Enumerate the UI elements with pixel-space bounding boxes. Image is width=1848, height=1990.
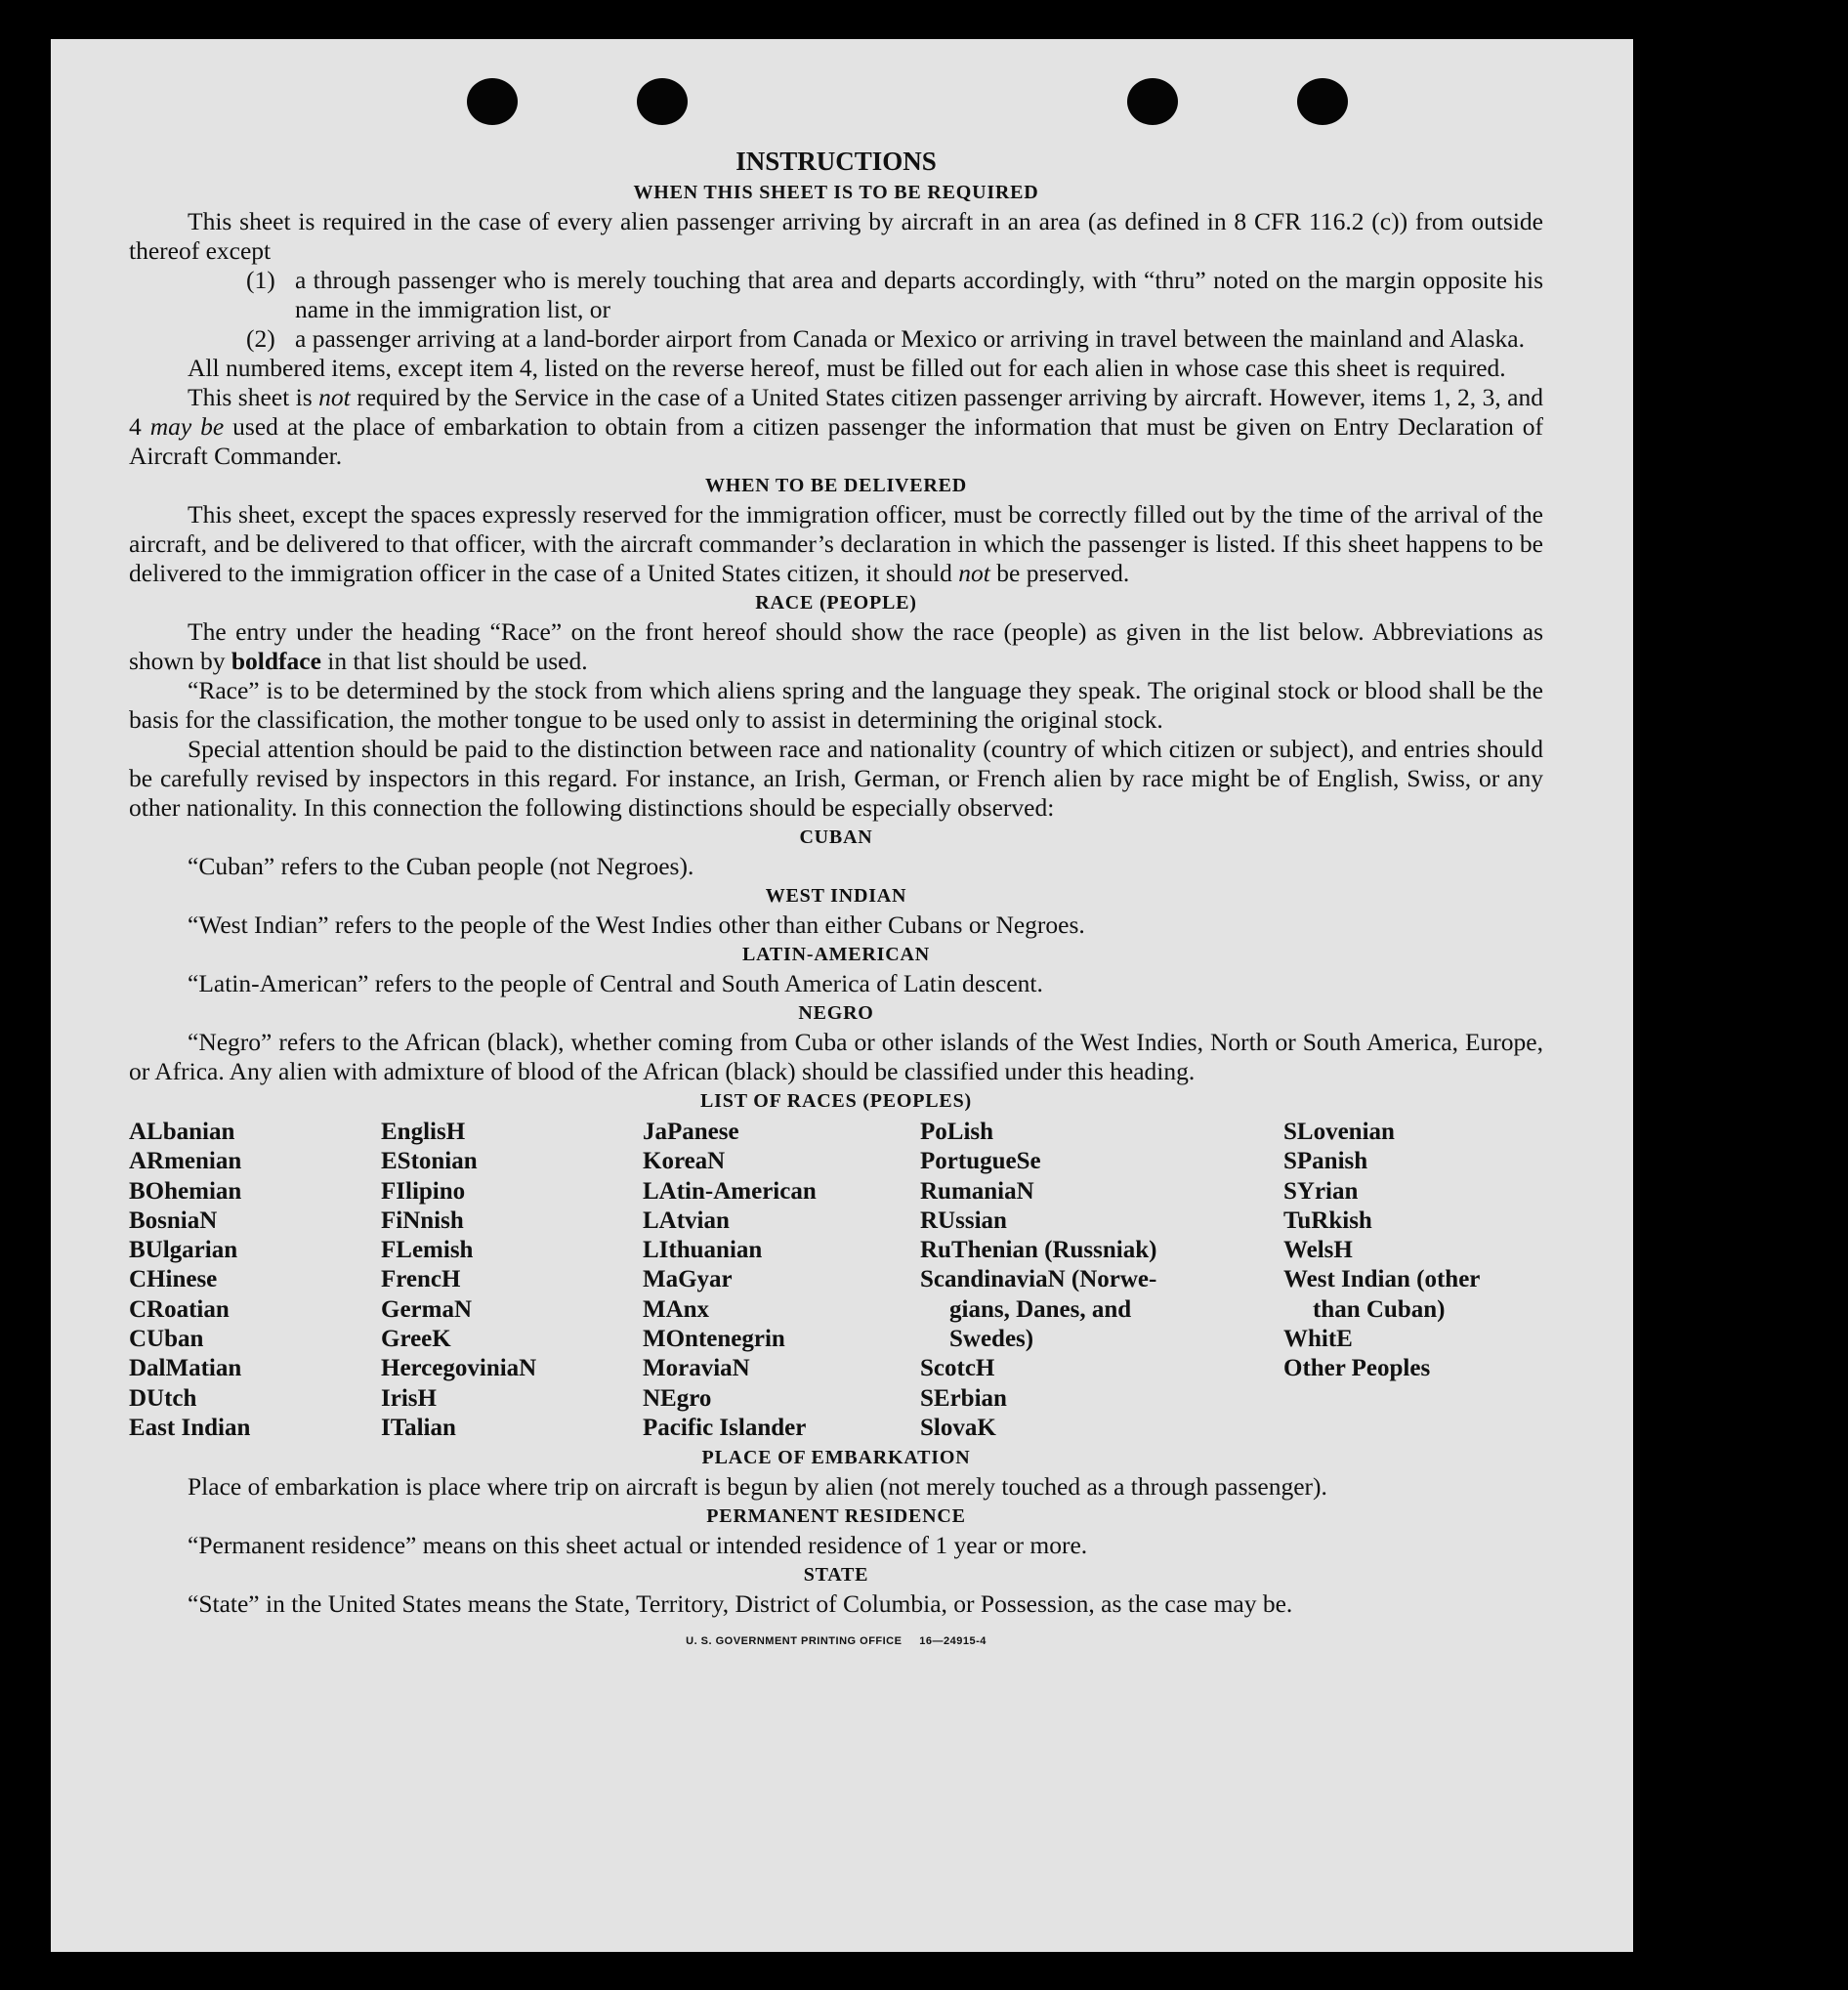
paragraph bbox=[129, 383, 1543, 471]
list-item: MOntenegrin bbox=[643, 1326, 785, 1353]
list-item: LAtin-American bbox=[643, 1177, 817, 1205]
paragraph: Special attention should be paid to the distinction between race and nationality (country of which citizen or subject), and entries should be carefully revised by inspectors in this regard. For instance, an Irish, German, or French alien by race might be of English, Swiss, or any other nationality. In this connection the following distinctions should be especially observed: bbox=[129, 735, 1543, 822]
list-item: ScandinaviaN (Norwe- bbox=[920, 1266, 1157, 1293]
italic-text: may be bbox=[149, 412, 225, 441]
heading-list-of-races: LIST OF RACES (PEOPLES) bbox=[700, 1090, 972, 1112]
paragraph: “West Indian” refers to the people of the West Indies other than either Cubans or Negroes. bbox=[188, 910, 1085, 939]
text-run: used at the place of embarkation to obtain from a citizen passenger the information that must be given on Entry Declaration of Aircraft Commander. bbox=[129, 412, 1544, 470]
paragraph bbox=[129, 617, 1543, 676]
item-text: a through passenger who is merely touching that area and departs accordingly, with “thru” noted on the margin opposite his name in the immigration list, or bbox=[295, 266, 1543, 323]
list-item: gians, Danes, and bbox=[949, 1295, 1132, 1323]
race-column bbox=[643, 1118, 920, 1443]
instructions-body bbox=[129, 107, 1543, 1656]
list-item: Swedes) bbox=[949, 1326, 1034, 1353]
list-item: RumaniaN bbox=[920, 1177, 1034, 1205]
list-item: GreeK bbox=[381, 1326, 451, 1353]
list-item: WhitE bbox=[1283, 1326, 1353, 1353]
list-item: JaPanese bbox=[643, 1119, 739, 1145]
heading-permanent-residence: PERMANENT RESIDENCE bbox=[706, 1505, 966, 1528]
heading-place-of-embarkation: PLACE OF EMBARKATION bbox=[701, 1447, 971, 1469]
list-item: ITalian bbox=[381, 1414, 456, 1441]
text-run: This sheet, except the spaces expressly reserved for the immigration officer, must be correctly filled out by the time of the arrival of the aircraft, and be delivered to that officer, with the aircraft commander’s declaration in which the passenger is listed. If this sheet happens to be delivered to the immigration officer in the case of a United States citizen, it should bbox=[129, 500, 1543, 587]
list-item: FIlipino bbox=[381, 1177, 466, 1205]
list-item: FrencH bbox=[381, 1266, 461, 1293]
printer-imprint: U. S. GOVERNMENT PRINTING OFFICE 16—24915-4 bbox=[686, 1635, 987, 1648]
list-item: Other Peoples bbox=[1283, 1355, 1431, 1382]
race-column bbox=[129, 1118, 381, 1443]
list-item: RuThenian (Russniak) bbox=[920, 1237, 1157, 1264]
paragraph: Place of embarkation is place where trip on aircraft is begun by alien (not merely touched as a through passenger). bbox=[188, 1472, 1327, 1502]
paragraph: “State” in the United States means the State, Territory, District of Columbia, or Possession, as the case may be. bbox=[188, 1589, 1293, 1619]
italic-text: not bbox=[318, 383, 351, 411]
heading-negro: NEGRO bbox=[798, 1002, 874, 1024]
text-run: be preserved. bbox=[989, 559, 1130, 587]
bold-text: boldface bbox=[231, 647, 321, 675]
list-item: MoraviaN bbox=[643, 1355, 750, 1382]
list-item: HercegoviniaN bbox=[381, 1355, 537, 1382]
list-item: MAnx bbox=[643, 1295, 710, 1323]
heading-latin-american: LATIN-AMERICAN bbox=[742, 944, 930, 965]
list-item: RUssian bbox=[920, 1207, 1007, 1234]
list-item: BosniaN bbox=[129, 1207, 218, 1234]
list-item: TuRkish bbox=[1283, 1207, 1372, 1234]
heading-state: STATE bbox=[803, 1564, 869, 1587]
list-item: CHinese bbox=[129, 1266, 218, 1293]
list-item: West Indian (other bbox=[1283, 1266, 1481, 1293]
list-item: LIthuanian bbox=[643, 1237, 763, 1264]
race-list bbox=[129, 1118, 1543, 1443]
text-run: The entry under the heading “Race” on the front hereof should show the race (people) as given in the list below. Abbreviations as shown by bbox=[129, 617, 1543, 675]
list-item: DalMatian bbox=[129, 1355, 242, 1382]
page-title: INSTRUCTIONS bbox=[735, 147, 937, 176]
list-item: CUban bbox=[129, 1326, 204, 1353]
heading-when-delivered: WHEN TO BE DELIVERED bbox=[704, 475, 968, 496]
paragraph: “Permanent residence” means on this sheet actual or intended residence of 1 year or more. bbox=[188, 1531, 1088, 1560]
heading-west-indian: WEST INDIAN bbox=[765, 885, 907, 907]
paragraph: This sheet is required in the case of every alien passenger arriving by aircraft in an area (as defined in 8 CFR 116.2 (c)) from outside thereof except bbox=[129, 207, 1543, 265]
race-column bbox=[920, 1118, 1283, 1443]
list-item bbox=[246, 266, 1543, 324]
list-item: PortugueSe bbox=[920, 1148, 1041, 1175]
list-item: NEgro bbox=[643, 1384, 712, 1412]
list-item: than Cuban) bbox=[1313, 1295, 1446, 1323]
heading-cuban: CUBAN bbox=[799, 826, 873, 848]
race-column bbox=[381, 1118, 643, 1443]
paragraph: “Race” is to be determined by the stock from which aliens spring and the language they speak. The original stock or blood shall be the basis for the classification, the mother tongue to be used only to assist in determining the original stock. bbox=[129, 676, 1543, 734]
list-item: SYrian bbox=[1283, 1177, 1359, 1205]
list-item: ScotcH bbox=[920, 1355, 995, 1382]
list-item: WelsH bbox=[1283, 1237, 1353, 1264]
paragraph: “Latin-American” refers to the people of Central and South America of Latin descent. bbox=[188, 969, 1043, 997]
heading-race: RACE (PEOPLE) bbox=[755, 592, 917, 614]
paragraph: “Negro” refers to the African (black), whether coming from Cuba or other islands of the West Indies, North or South America, Europe, or Africa. Any alien with admixture of blood of the African (black) should be classified under this heading. bbox=[129, 1028, 1543, 1085]
list-item: MaGyar bbox=[643, 1266, 733, 1293]
text-run: This sheet is bbox=[188, 383, 319, 411]
list-item bbox=[246, 324, 1543, 354]
list-item: LAtvian bbox=[643, 1207, 730, 1234]
list-item: PoLish bbox=[920, 1119, 994, 1145]
list-item: SLovenian bbox=[1283, 1119, 1395, 1145]
list-item: BOhemian bbox=[129, 1177, 242, 1205]
paragraph bbox=[129, 500, 1543, 588]
document-page bbox=[51, 39, 1633, 1952]
heading-when-required: WHEN THIS SHEET IS TO BE REQUIRED bbox=[633, 182, 1039, 203]
list-item: DUtch bbox=[129, 1384, 197, 1412]
list-item: CRoatian bbox=[129, 1295, 230, 1323]
text-run: required by the Service in the case of a United States citizen passenger arriving by aircraft. However, items 1, 2, 3, and 4 bbox=[129, 383, 1543, 441]
item-number: (2) bbox=[246, 324, 275, 353]
list-item: FiNnish bbox=[381, 1207, 464, 1234]
list-item: EStonian bbox=[381, 1148, 478, 1175]
list-item: KoreaN bbox=[643, 1148, 726, 1175]
list-item: BUlgarian bbox=[129, 1237, 238, 1264]
list-item: EnglisH bbox=[381, 1119, 466, 1145]
list-item: ALbanian bbox=[129, 1119, 235, 1145]
list-item: FLemish bbox=[381, 1237, 474, 1264]
list-item: Pacific Islander bbox=[643, 1414, 807, 1441]
list-item: IrisH bbox=[381, 1384, 437, 1412]
list-item: ARmenian bbox=[129, 1148, 242, 1175]
item-number: (1) bbox=[246, 266, 275, 294]
list-item: SPanish bbox=[1283, 1148, 1368, 1175]
paragraph: All numbered items, except item 4, listed on the reverse hereof, must be filled out for each alien in whose case this sheet is required. bbox=[188, 354, 1506, 382]
text-run: in that list should be used. bbox=[320, 647, 588, 675]
italic-text: not bbox=[958, 559, 990, 587]
race-column bbox=[1283, 1118, 1537, 1443]
list-item: GermaN bbox=[381, 1295, 473, 1323]
list-item: SlovaK bbox=[920, 1414, 996, 1441]
list-item: SErbian bbox=[920, 1384, 1007, 1412]
paragraph: “Cuban” refers to the Cuban people (not Negroes). bbox=[188, 852, 694, 880]
list-item: East Indian bbox=[129, 1414, 251, 1441]
item-text: a passenger arriving at a land-border airport from Canada or Mexico or arriving in travel between the mainland and Alaska. bbox=[295, 324, 1525, 353]
